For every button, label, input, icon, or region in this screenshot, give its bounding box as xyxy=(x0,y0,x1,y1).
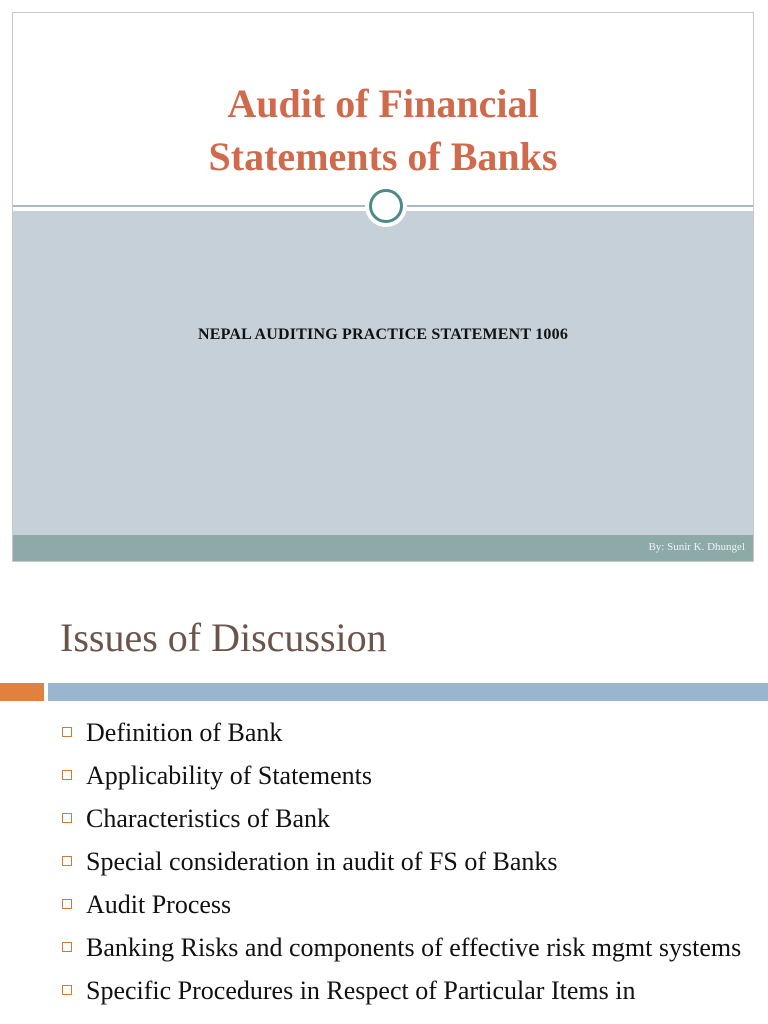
list-item: Characteristics of Bank xyxy=(60,802,750,836)
slide-footer xyxy=(13,535,753,561)
square-bullet-icon xyxy=(62,985,72,995)
title-slide xyxy=(12,12,754,562)
list-item: Applicability of Statements xyxy=(60,759,750,793)
accent-bar-blue xyxy=(48,683,768,701)
slide-title-line-1: Audit of Financial xyxy=(227,81,539,126)
accent-bar-orange xyxy=(0,683,44,701)
list-item: Specific Procedures in Respect of Particular Items in xyxy=(60,974,750,1008)
section-heading: Issues of Discussion xyxy=(60,615,387,660)
square-bullet-icon xyxy=(62,727,72,737)
slide-subtitle: NEPAL AUDITING PRACTICE STATEMENT 1006 xyxy=(197,326,569,343)
author-credit: By: Sunir K. Dhungel xyxy=(648,541,745,553)
list-item: Definition of Bank xyxy=(60,716,750,750)
list-item: Banking Risks and components of effective risk mgmt systems xyxy=(60,931,750,965)
circle-ornament-icon xyxy=(365,185,407,227)
list-item: Audit Process xyxy=(60,888,750,922)
list-item: Special consideration in audit of FS of Banks xyxy=(60,845,750,879)
square-bullet-icon xyxy=(62,770,72,780)
discussion-list xyxy=(60,716,750,1017)
square-bullet-icon xyxy=(62,899,72,909)
subtitle-panel xyxy=(13,211,753,537)
slide-title xyxy=(13,77,753,183)
slide-title-line-2: Statements of Banks xyxy=(208,134,558,179)
square-bullet-icon xyxy=(62,942,72,952)
square-bullet-icon xyxy=(62,856,72,866)
square-bullet-icon xyxy=(62,813,72,823)
circle-ring xyxy=(369,189,403,223)
